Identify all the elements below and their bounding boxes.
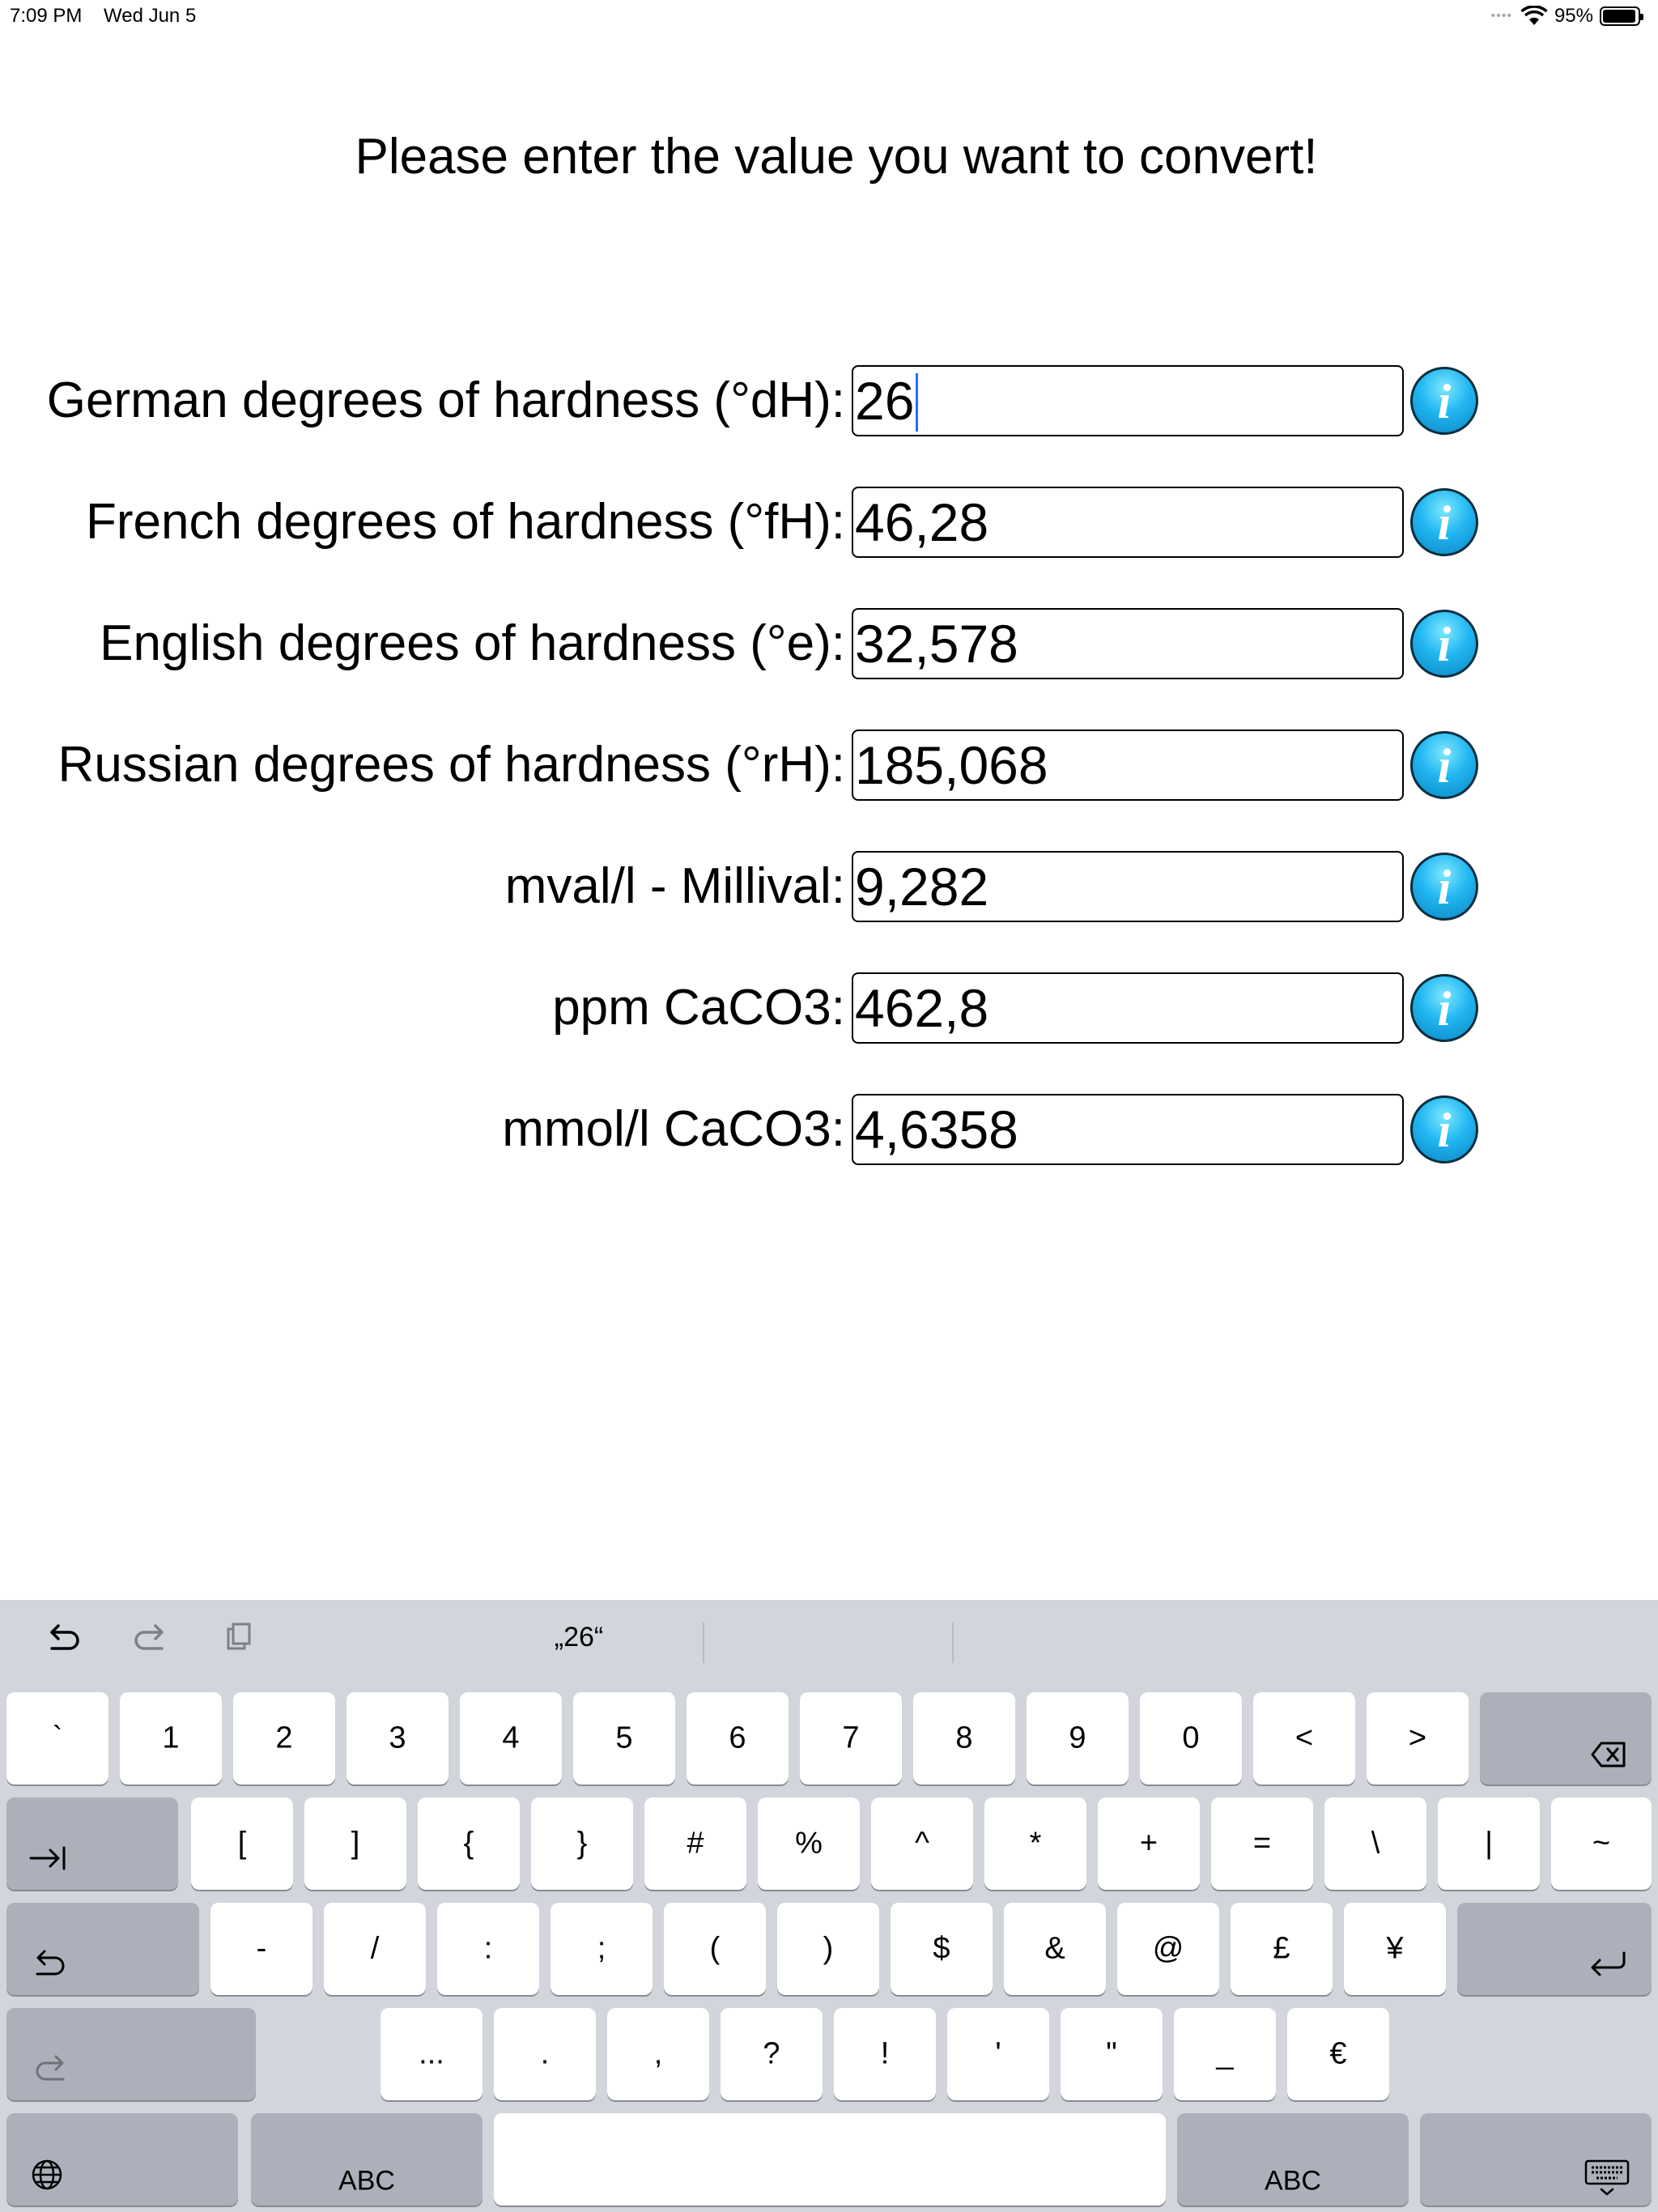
russian-hardness-input[interactable]: 185,068 [852,730,1404,801]
key-left-brace[interactable]: { [418,1797,520,1890]
paste-icon[interactable] [217,1616,259,1658]
key-right-paren[interactable]: ) [777,1903,879,1995]
key-3[interactable]: 3 [346,1692,449,1784]
row-english [0,608,1658,679]
abc-key-left[interactable]: ABC [251,2113,483,2206]
key-slash[interactable]: / [324,1903,426,1995]
battery-fill [1603,10,1635,23]
key-backtick[interactable]: ` [6,1692,108,1784]
suggestion-3[interactable] [954,1600,1205,1674]
key-period[interactable]: . [494,2008,596,2100]
key-left-paren[interactable]: ( [664,1903,766,1995]
key-question[interactable]: ? [721,2008,823,2100]
abc-key-right[interactable]: ABC [1177,2113,1409,2206]
russian-hardness-label: Russian degrees of hardness (°rH): [57,737,845,793]
mmol-caco3-input[interactable]: 4,6358 [852,1094,1404,1165]
key-percent[interactable]: % [758,1797,860,1890]
key-tilde[interactable]: ~ [1551,1797,1652,1890]
page-title: Please enter the value you want to convert! [355,129,1318,185]
status-bar [0,0,1658,32]
key-plus[interactable]: + [1098,1797,1200,1890]
key-left-bracket[interactable]: [ [191,1797,293,1890]
mmol-info-button[interactable]: i [1410,1095,1478,1163]
key-right-brace[interactable]: } [531,1797,633,1890]
status-indicators [1491,5,1640,28]
row-ppm [0,972,1658,1044]
key-equals[interactable]: = [1211,1797,1313,1890]
millival-input[interactable]: 9,282 [852,851,1404,922]
status-date: Wed Jun 5 [104,5,197,27]
key-hash[interactable]: # [644,1797,746,1890]
key-semicolon[interactable]: ; [551,1903,653,1995]
key-7[interactable]: 7 [800,1692,902,1784]
german-hardness-label: German degrees of hardness (°dH): [46,372,845,428]
undo-icon[interactable] [42,1616,84,1658]
key-ampersand[interactable]: & [1004,1903,1106,1995]
key-9[interactable]: 9 [1027,1692,1129,1784]
french-hardness-label: French degrees of hardness (°fH): [86,494,845,550]
key-2[interactable]: 2 [233,1692,335,1784]
row-german [0,365,1658,436]
key-greater-than[interactable]: > [1367,1692,1469,1784]
key-exclamation[interactable]: ! [834,2008,936,2100]
key-ellipsis[interactable]: ... [380,2008,483,2100]
backspace-icon [1590,1741,1627,1768]
suggestion-1[interactable]: „26“ [554,1622,604,1653]
tab-icon [28,1844,68,1872]
key-pipe[interactable]: | [1438,1797,1540,1890]
key-asterisk[interactable]: * [984,1797,1086,1890]
mmol-caco3-label: mmol/l CaCO3: [502,1101,845,1157]
cellular-signal-icon: •••• [1490,9,1512,23]
key-0[interactable]: 0 [1140,1692,1242,1784]
key-pound[interactable]: £ [1231,1903,1333,1995]
key-1[interactable]: 1 [120,1692,222,1784]
redo-key[interactable] [6,2008,256,2100]
row-millival [0,851,1658,922]
text-caret [916,373,918,432]
french-hardness-input[interactable]: 46,28 [852,487,1404,558]
undo-key[interactable] [6,1903,199,1995]
row-russian [0,730,1658,801]
keyboard-dismiss-icon [1584,2159,1630,2197]
key-at[interactable]: @ [1117,1903,1219,1995]
status-time: 7:09 PM [10,5,83,27]
redo-icon[interactable] [130,1616,172,1658]
german-hardness-input[interactable] [852,365,1404,436]
millival-label: mval/l - Millival: [504,858,845,914]
keyboard-dismiss-key[interactable] [1420,2113,1652,2206]
key-5[interactable]: 5 [573,1692,675,1784]
key-yen[interactable]: ¥ [1344,1903,1446,1995]
key-4[interactable]: 4 [460,1692,562,1784]
row-french [0,487,1658,558]
return-icon [1588,1950,1629,1979]
redo-icon [31,2052,70,2087]
ppm-info-button[interactable]: i [1410,974,1478,1042]
ppm-caco3-label: ppm CaCO3: [552,980,845,1036]
undo-icon [31,1946,70,1982]
key-caret[interactable]: ^ [871,1797,973,1890]
english-info-button[interactable]: i [1410,610,1478,678]
key-colon[interactable]: : [437,1903,539,1995]
key-less-than[interactable]: < [1253,1692,1355,1784]
key-8[interactable]: 8 [913,1692,1015,1784]
key-underscore[interactable]: _ [1174,2008,1276,2100]
globe-icon [31,2159,63,2191]
key-quote[interactable]: " [1061,2008,1163,2100]
key-right-bracket[interactable]: ] [304,1797,406,1890]
key-apostrophe[interactable]: ' [947,2008,1049,2100]
key-comma[interactable]: , [607,2008,709,2100]
french-info-button[interactable]: i [1410,488,1478,556]
english-hardness-input[interactable]: 32,578 [852,608,1404,679]
wifi-icon [1520,6,1548,27]
german-info-button[interactable]: i [1410,367,1478,435]
battery-percent: 95% [1554,5,1593,27]
key-hyphen[interactable]: - [210,1903,312,1995]
suggestion-2[interactable] [704,1600,952,1674]
space-key[interactable] [494,2113,1166,2206]
key-backslash[interactable]: \ [1324,1797,1426,1890]
row-mmol [0,1094,1658,1165]
russian-info-button[interactable]: i [1410,731,1478,799]
battery-icon [1600,6,1640,26]
key-euro[interactable]: € [1287,2008,1389,2100]
german-hardness-value: 26 [855,371,915,431]
globe-key[interactable] [6,2113,238,2206]
key-dollar[interactable]: $ [891,1903,993,1995]
key-6[interactable]: 6 [687,1692,789,1784]
keyboard [0,1600,1658,2212]
english-hardness-label: English degrees of hardness (°e): [100,615,845,671]
ppm-caco3-input[interactable]: 462,8 [852,972,1404,1044]
backspace-key[interactable] [1480,1692,1652,1784]
keyboard-shortcut-bar [0,1600,1658,1674]
millival-info-button[interactable]: i [1410,853,1478,921]
return-key[interactable] [1457,1903,1652,1995]
tab-key[interactable] [6,1797,178,1890]
